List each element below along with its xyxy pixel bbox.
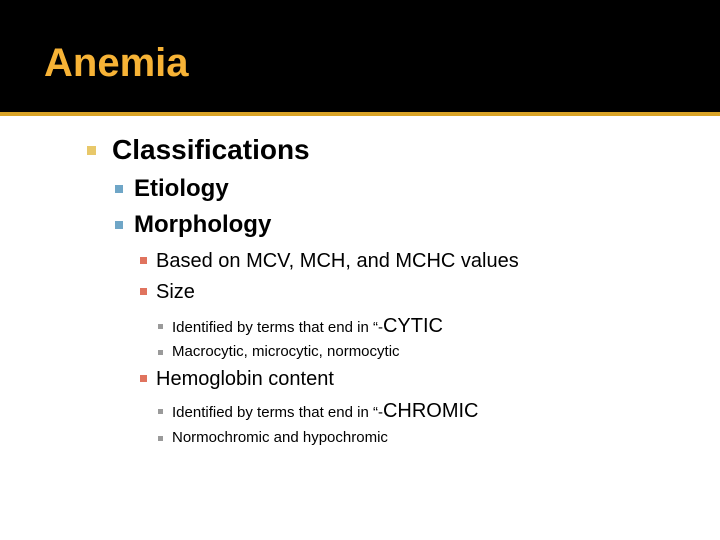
square-bullet-icon	[140, 375, 147, 382]
square-bullet-icon	[87, 146, 96, 155]
bullet-text: Hemoglobin content	[156, 368, 334, 390]
slide-title: Anemia	[44, 41, 189, 85]
bullet-text: Macrocytic, microcytic, normocytic	[172, 343, 400, 360]
bullet-morphology	[134, 210, 271, 240]
bullet-text: Based on MCV, MCH, and MCHC values	[156, 250, 519, 272]
square-bullet-icon	[115, 221, 123, 229]
bullet-text: Classifications	[112, 134, 310, 165]
bullet-text: Etiology	[134, 175, 229, 202]
title-bar	[0, 0, 720, 112]
title-divider	[0, 112, 720, 116]
bullet-text: Morphology	[134, 211, 272, 238]
bullet-text: Normochromic and hypochromic	[172, 429, 388, 446]
bullet-size	[156, 279, 195, 305]
bullet-etiology	[134, 174, 229, 204]
square-bullet-icon	[158, 409, 163, 414]
square-bullet-icon	[115, 185, 123, 193]
bullet-classifications	[112, 132, 310, 168]
square-bullet-icon	[158, 350, 163, 355]
bullet-size-examples	[172, 340, 400, 364]
bullet-text-suffix: CHROMIC	[382, 400, 479, 422]
bullet-hgb-examples	[172, 426, 388, 450]
bullet-text-suffix: CYTIC	[382, 315, 443, 337]
square-bullet-icon	[158, 436, 163, 441]
bullet-hgb-identified	[172, 399, 478, 425]
square-bullet-icon	[140, 257, 147, 264]
bullet-hemoglobin-content	[156, 366, 334, 392]
bullet-text-prefix: Identified by terms that end in “-	[172, 404, 383, 421]
square-bullet-icon	[158, 324, 163, 329]
bullet-size-identified	[172, 314, 443, 340]
square-bullet-icon	[140, 288, 147, 295]
bullet-text: Size	[156, 281, 195, 303]
bullet-based-on	[156, 248, 519, 274]
bullet-text-prefix: Identified by terms that end in “-	[172, 319, 383, 336]
